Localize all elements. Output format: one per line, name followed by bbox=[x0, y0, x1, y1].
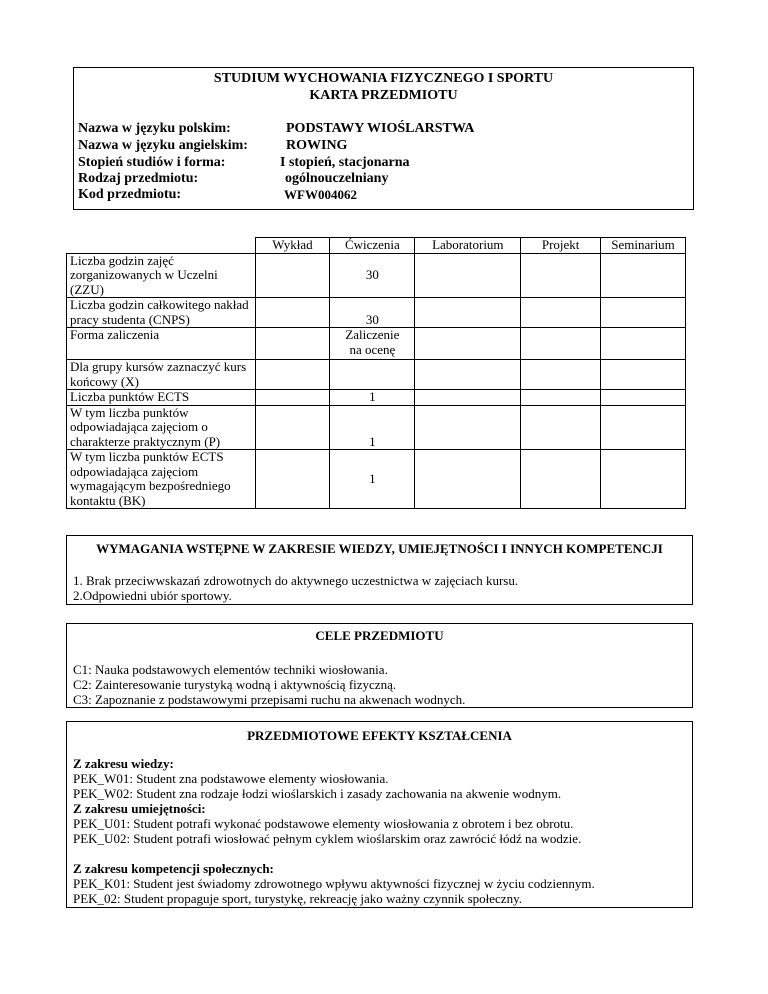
table-cell bbox=[255, 360, 330, 390]
table-cell bbox=[601, 450, 686, 509]
requirement-item: 2.Odpowiedni ubiór sportowy. bbox=[73, 588, 232, 603]
table-row bbox=[67, 390, 686, 406]
hours-table bbox=[66, 237, 686, 509]
outcome-item: PEK_W01: Student zna podstawowe elementy wiosłowania. bbox=[73, 771, 389, 786]
table-cell bbox=[521, 390, 601, 406]
table-cell bbox=[601, 298, 686, 328]
row-label-ects: Liczba punktów ECTS bbox=[67, 390, 256, 406]
requirements-box bbox=[66, 535, 693, 605]
goal-item: C3: Zapoznanie z podstawowymi przepisami ruchu na akwenach wodnych. bbox=[73, 692, 466, 707]
outcome-item: PEK_K01: Student jest świadomy zdrowotnego wpływu aktywności fizycznej w życiu codziennym. bbox=[73, 876, 595, 891]
table-cell bbox=[601, 328, 686, 360]
table-cell bbox=[415, 450, 521, 509]
table-row bbox=[67, 360, 686, 390]
table-header-row bbox=[67, 238, 686, 254]
institution-title: STUDIUM WYCHOWANIA FIZYCZNEGO I SPORTU bbox=[213, 71, 554, 86]
cell-ects-cwiczenia: 1 bbox=[330, 390, 415, 406]
cell-kurs-koncowy-cwiczenia bbox=[330, 360, 415, 390]
column-header-laboratorium: Laboratorium bbox=[415, 238, 521, 254]
cell-cnps-cwiczenia: 30 bbox=[330, 298, 415, 328]
info-value-course-code: WFW004062 bbox=[284, 187, 357, 202]
requirements-title: WYMAGANIA WSTĘPNE W ZAKRESIE WIEDZY, UMIEJĘTNOŚCI I INNYCH KOMPETENCJI bbox=[96, 541, 663, 556]
info-value-english-name: ROWING bbox=[286, 138, 348, 153]
info-label-study-level: Stopień studiów i forma: bbox=[78, 155, 226, 170]
outcome-item: PEK_02: Student propaguje sport, turystykę, rekreację jako ważny czynnik społeczny. bbox=[73, 891, 522, 906]
table-row bbox=[67, 405, 686, 450]
info-value-study-level: I stopień, stacjonarna bbox=[280, 155, 410, 170]
table-cell bbox=[601, 360, 686, 390]
cell-ects-bk-cwiczenia: 1 bbox=[330, 450, 415, 509]
info-value-polish-name: PODSTAWY WIOŚLARSTWA bbox=[286, 121, 475, 136]
table-row bbox=[67, 298, 686, 328]
column-header-projekt: Projekt bbox=[521, 238, 601, 254]
table-cell bbox=[521, 328, 601, 360]
table-cell bbox=[601, 405, 686, 450]
row-label-ects-p: W tym liczba punktów odpowiadająca zajęciom o charakterze praktycznym (P) bbox=[67, 405, 256, 450]
table-cell bbox=[255, 450, 330, 509]
table-cell bbox=[521, 253, 601, 298]
row-label-ects-bk: W tym liczba punktów ECTS odpowiadająca zajęciom wymagającym bezpośredniego kontaktu (BK) bbox=[67, 450, 256, 509]
cell-forma-cwiczenia: Zaliczenie na ocenę bbox=[330, 328, 415, 360]
empty-header-cell bbox=[67, 238, 256, 254]
table-cell bbox=[521, 450, 601, 509]
column-header-cwiczenia: Ćwiczenia bbox=[330, 238, 415, 254]
info-label-course-type: Rodzaj przedmiotu: bbox=[78, 171, 199, 186]
table-cell bbox=[521, 405, 601, 450]
outcomes-box bbox=[66, 721, 693, 908]
row-label-zzu: Liczba godzin zajęć zorganizowanych w Uczelni (ZZU) bbox=[67, 253, 256, 298]
table-cell bbox=[415, 328, 521, 360]
knowledge-heading: Z zakresu wiedzy: bbox=[73, 756, 174, 771]
cell-zzu-cwiczenia: 30 bbox=[330, 253, 415, 298]
outcomes-title: PRZEDMIOTOWE EFEKTY KSZTAŁCENIA bbox=[247, 728, 512, 743]
row-label-forma: Forma zaliczenia bbox=[67, 328, 256, 360]
requirement-item: 1. Brak przeciwwskazań zdrowotnych do aktywnego uczestnictwa w zajęciach kursu. bbox=[73, 573, 519, 588]
cell-ects-p-cwiczenia: 1 bbox=[330, 405, 415, 450]
table-row bbox=[67, 253, 686, 298]
goals-title: CELE PRZEDMIOTU bbox=[315, 628, 444, 643]
column-header-seminarium: Seminarium bbox=[601, 238, 686, 254]
table-cell bbox=[521, 298, 601, 328]
table-cell bbox=[255, 390, 330, 406]
table-cell bbox=[255, 405, 330, 450]
table-cell bbox=[415, 390, 521, 406]
column-header-wyklad: Wykład bbox=[255, 238, 330, 254]
table-cell bbox=[521, 360, 601, 390]
skills-heading: Z zakresu umiejętności: bbox=[73, 801, 206, 816]
table-row bbox=[67, 450, 686, 509]
outcome-item: PEK_U02: Student potrafi wiosłować pełnym cyklem wioślarskim oraz zawrócić łódź na wodzie. bbox=[73, 831, 582, 846]
course-header-box bbox=[73, 67, 694, 210]
table-cell bbox=[601, 253, 686, 298]
goal-item: C1: Nauka podstawowych elementów techniki wiosłowania. bbox=[73, 662, 388, 677]
table-cell bbox=[415, 298, 521, 328]
table-cell bbox=[415, 253, 521, 298]
table-row bbox=[67, 328, 686, 360]
table-cell bbox=[415, 360, 521, 390]
info-value-course-type: ogólnouczelniany bbox=[285, 171, 389, 186]
row-label-cnps: Liczba godzin całkowitego nakład pracy studenta (CNPS) bbox=[67, 298, 256, 328]
info-label-course-code: Kod przedmiotu: bbox=[78, 187, 182, 202]
table-cell bbox=[255, 253, 330, 298]
info-label-english-name: Nazwa w języku angielskim: bbox=[78, 138, 248, 153]
table-cell bbox=[415, 405, 521, 450]
table-cell bbox=[255, 298, 330, 328]
info-label-polish-name: Nazwa w języku polskim: bbox=[78, 121, 231, 136]
goals-box bbox=[66, 623, 693, 708]
social-heading: Z zakresu kompetencji społecznych: bbox=[73, 861, 274, 876]
row-label-kurs-koncowy: Dla grupy kursów zaznaczyć kurs końcowy (X) bbox=[67, 360, 256, 390]
outcome-item: PEK_U01: Student potrafi wykonać podstawowe elementy wiosłowania z obrotem i bez obrotu. bbox=[73, 816, 574, 831]
outcome-item: PEK_W02: Student zna rodzaje łodzi wioślarskich i zasady zachowania na akwenie wodnym. bbox=[73, 786, 562, 801]
table-cell bbox=[255, 328, 330, 360]
table-cell bbox=[601, 390, 686, 406]
goal-item: C2: Zainteresowanie turystyką wodną i aktywnością fizyczną. bbox=[73, 677, 397, 692]
document-title: KARTA PRZEDMIOTU bbox=[309, 88, 458, 103]
